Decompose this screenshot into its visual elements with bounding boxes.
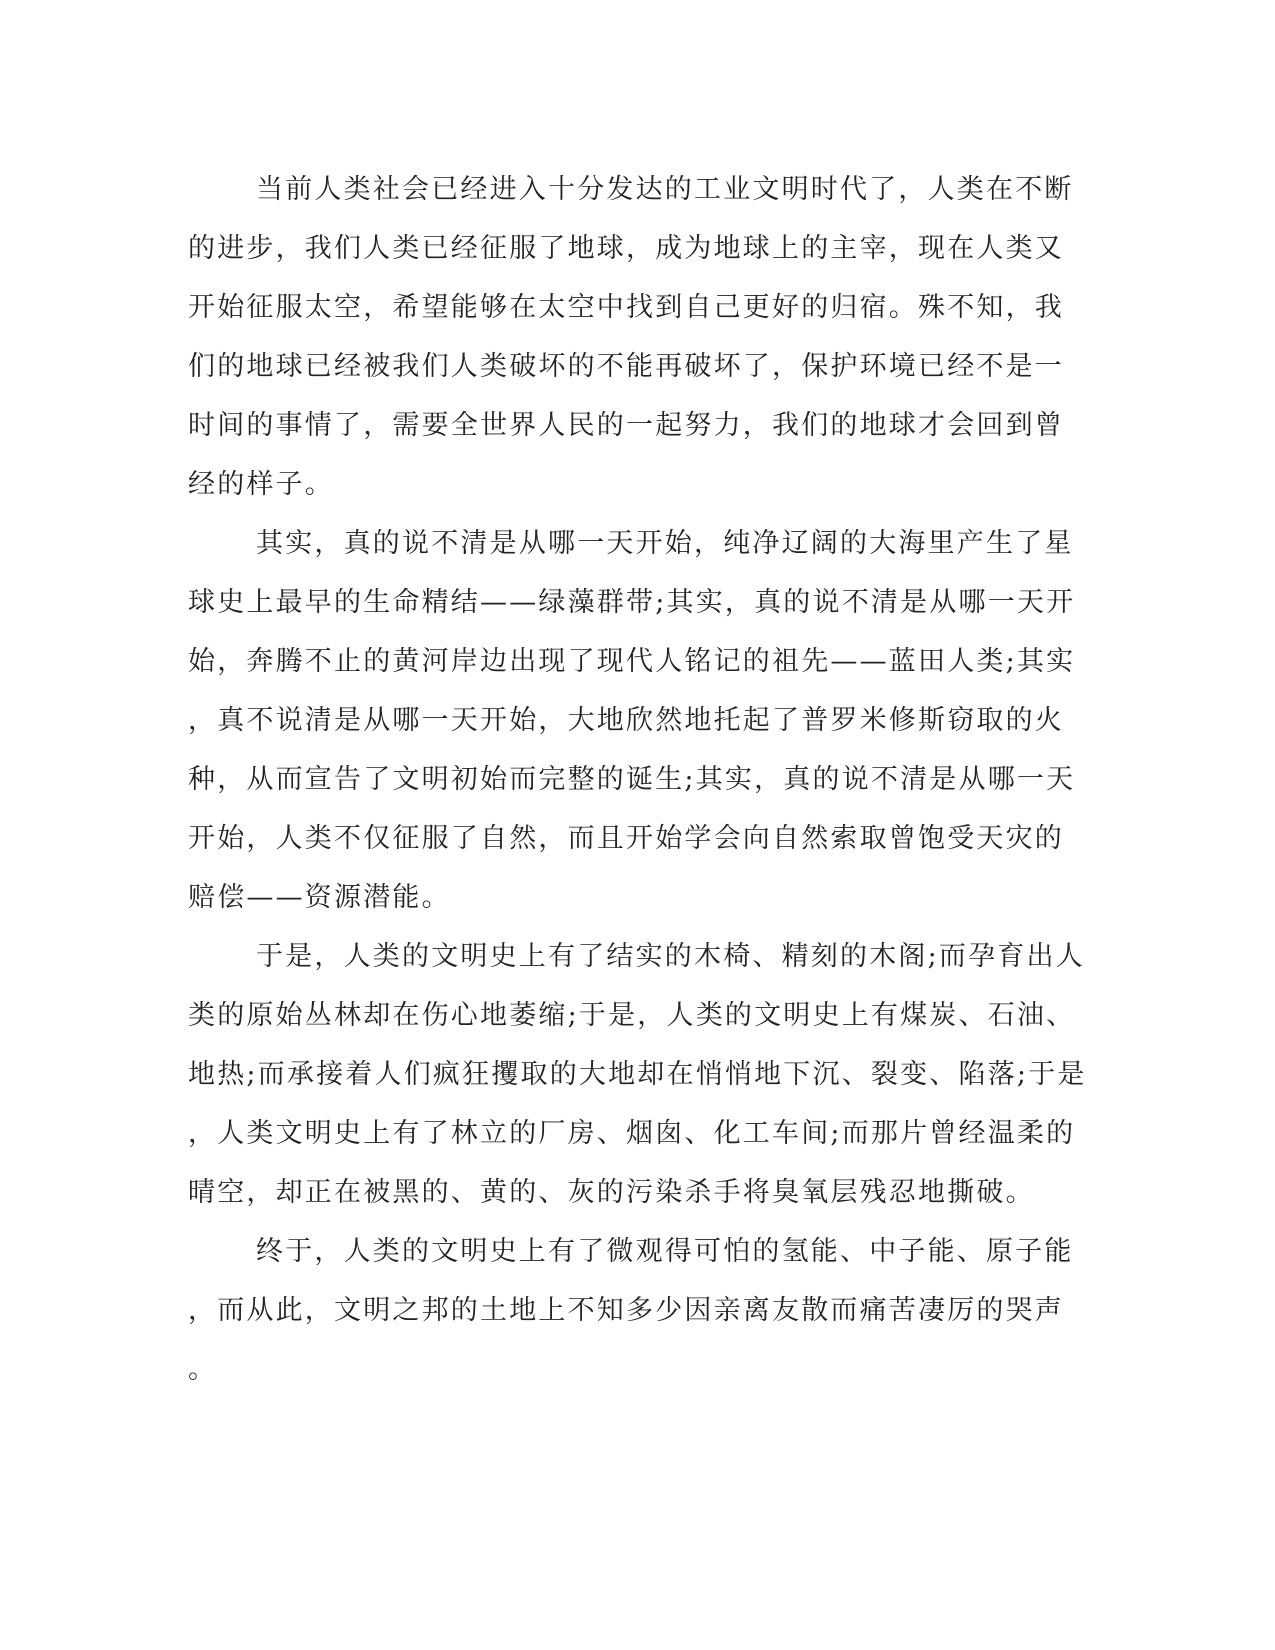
text-line: 当前人类社会已经进入十分发达的工业文明时代了，人类在不断 (256, 174, 1074, 205)
text-line: 类的原始丛林却在伤心地萎缩;于是，人类的文明史上有煤炭、石油、 (188, 1000, 1076, 1031)
text-line: 球史上最早的生命精结——绿藻群带;其实，真的说不清是从哪一天开 (188, 587, 1076, 618)
text-line: 的进步，我们人类已经征服了地球，成为地球上的主宰，现在人类又 (188, 233, 1064, 264)
text-line: 开始征服太空，希望能够在太空中找到自己更好的归宿。殊不知，我 (188, 292, 1064, 323)
text-line: ，真不说清是从哪一天开始，大地欣然地托起了普罗米修斯窃取的火 (188, 705, 1064, 736)
text-line: 。 (188, 1354, 218, 1385)
text-line: ，而从此，文明之邦的土地上不知多少因亲离友散而痛苦凄厉的哭声 (188, 1295, 1064, 1326)
text-line: 们的地球已经被我们人类破坏的不能再破坏了，保护环境已经不是一 (188, 351, 1064, 382)
text-line: 地热;而承接着人们疯狂攫取的大地却在悄悄地下沉、裂变、陷落;于是 (188, 1059, 1087, 1090)
text-line: ，人类文明史上有了林立的厂房、烟囱、化工车间;而那片曾经温柔的 (188, 1118, 1076, 1149)
text-line: 终于，人类的文明史上有了微观得可怕的氢能、中子能、原子能 (256, 1236, 1074, 1267)
text-line: 时间的事情了，需要全世界人民的一起努力，我们的地球才会回到曾 (188, 410, 1064, 441)
paragraph-3 (188, 927, 1087, 1222)
paragraph-4 (188, 1222, 1074, 1399)
text-line: 其实，真的说不清是从哪一天开始，纯净辽阔的大海里产生了星 (256, 528, 1074, 559)
text-line: 开始，人类不仅征服了自然，而且开始学会向自然索取曾饱受天灾的 (188, 823, 1064, 854)
paragraph-1 (188, 160, 1074, 514)
text-line: 种，从而宣告了文明初始而完整的诞生;其实，真的说不清是从哪一天 (188, 764, 1076, 795)
text-line: 经的样子。 (188, 469, 334, 500)
text-line: 晴空，却正在被黑的、黄的、灰的污染杀手将臭氧层残忍地撕破。 (188, 1177, 1035, 1208)
text-line: 始，奔腾不止的黄河岸边出现了现代人铭记的祖先——蓝田人类;其实 (188, 646, 1076, 677)
paragraph-2 (188, 514, 1076, 927)
document-body (188, 160, 1087, 1399)
text-line: 于是，人类的文明史上有了结实的木椅、精刻的木阁;而孕育出人 (256, 941, 1085, 972)
text-line: 赔偿——资源潜能。 (188, 882, 451, 913)
